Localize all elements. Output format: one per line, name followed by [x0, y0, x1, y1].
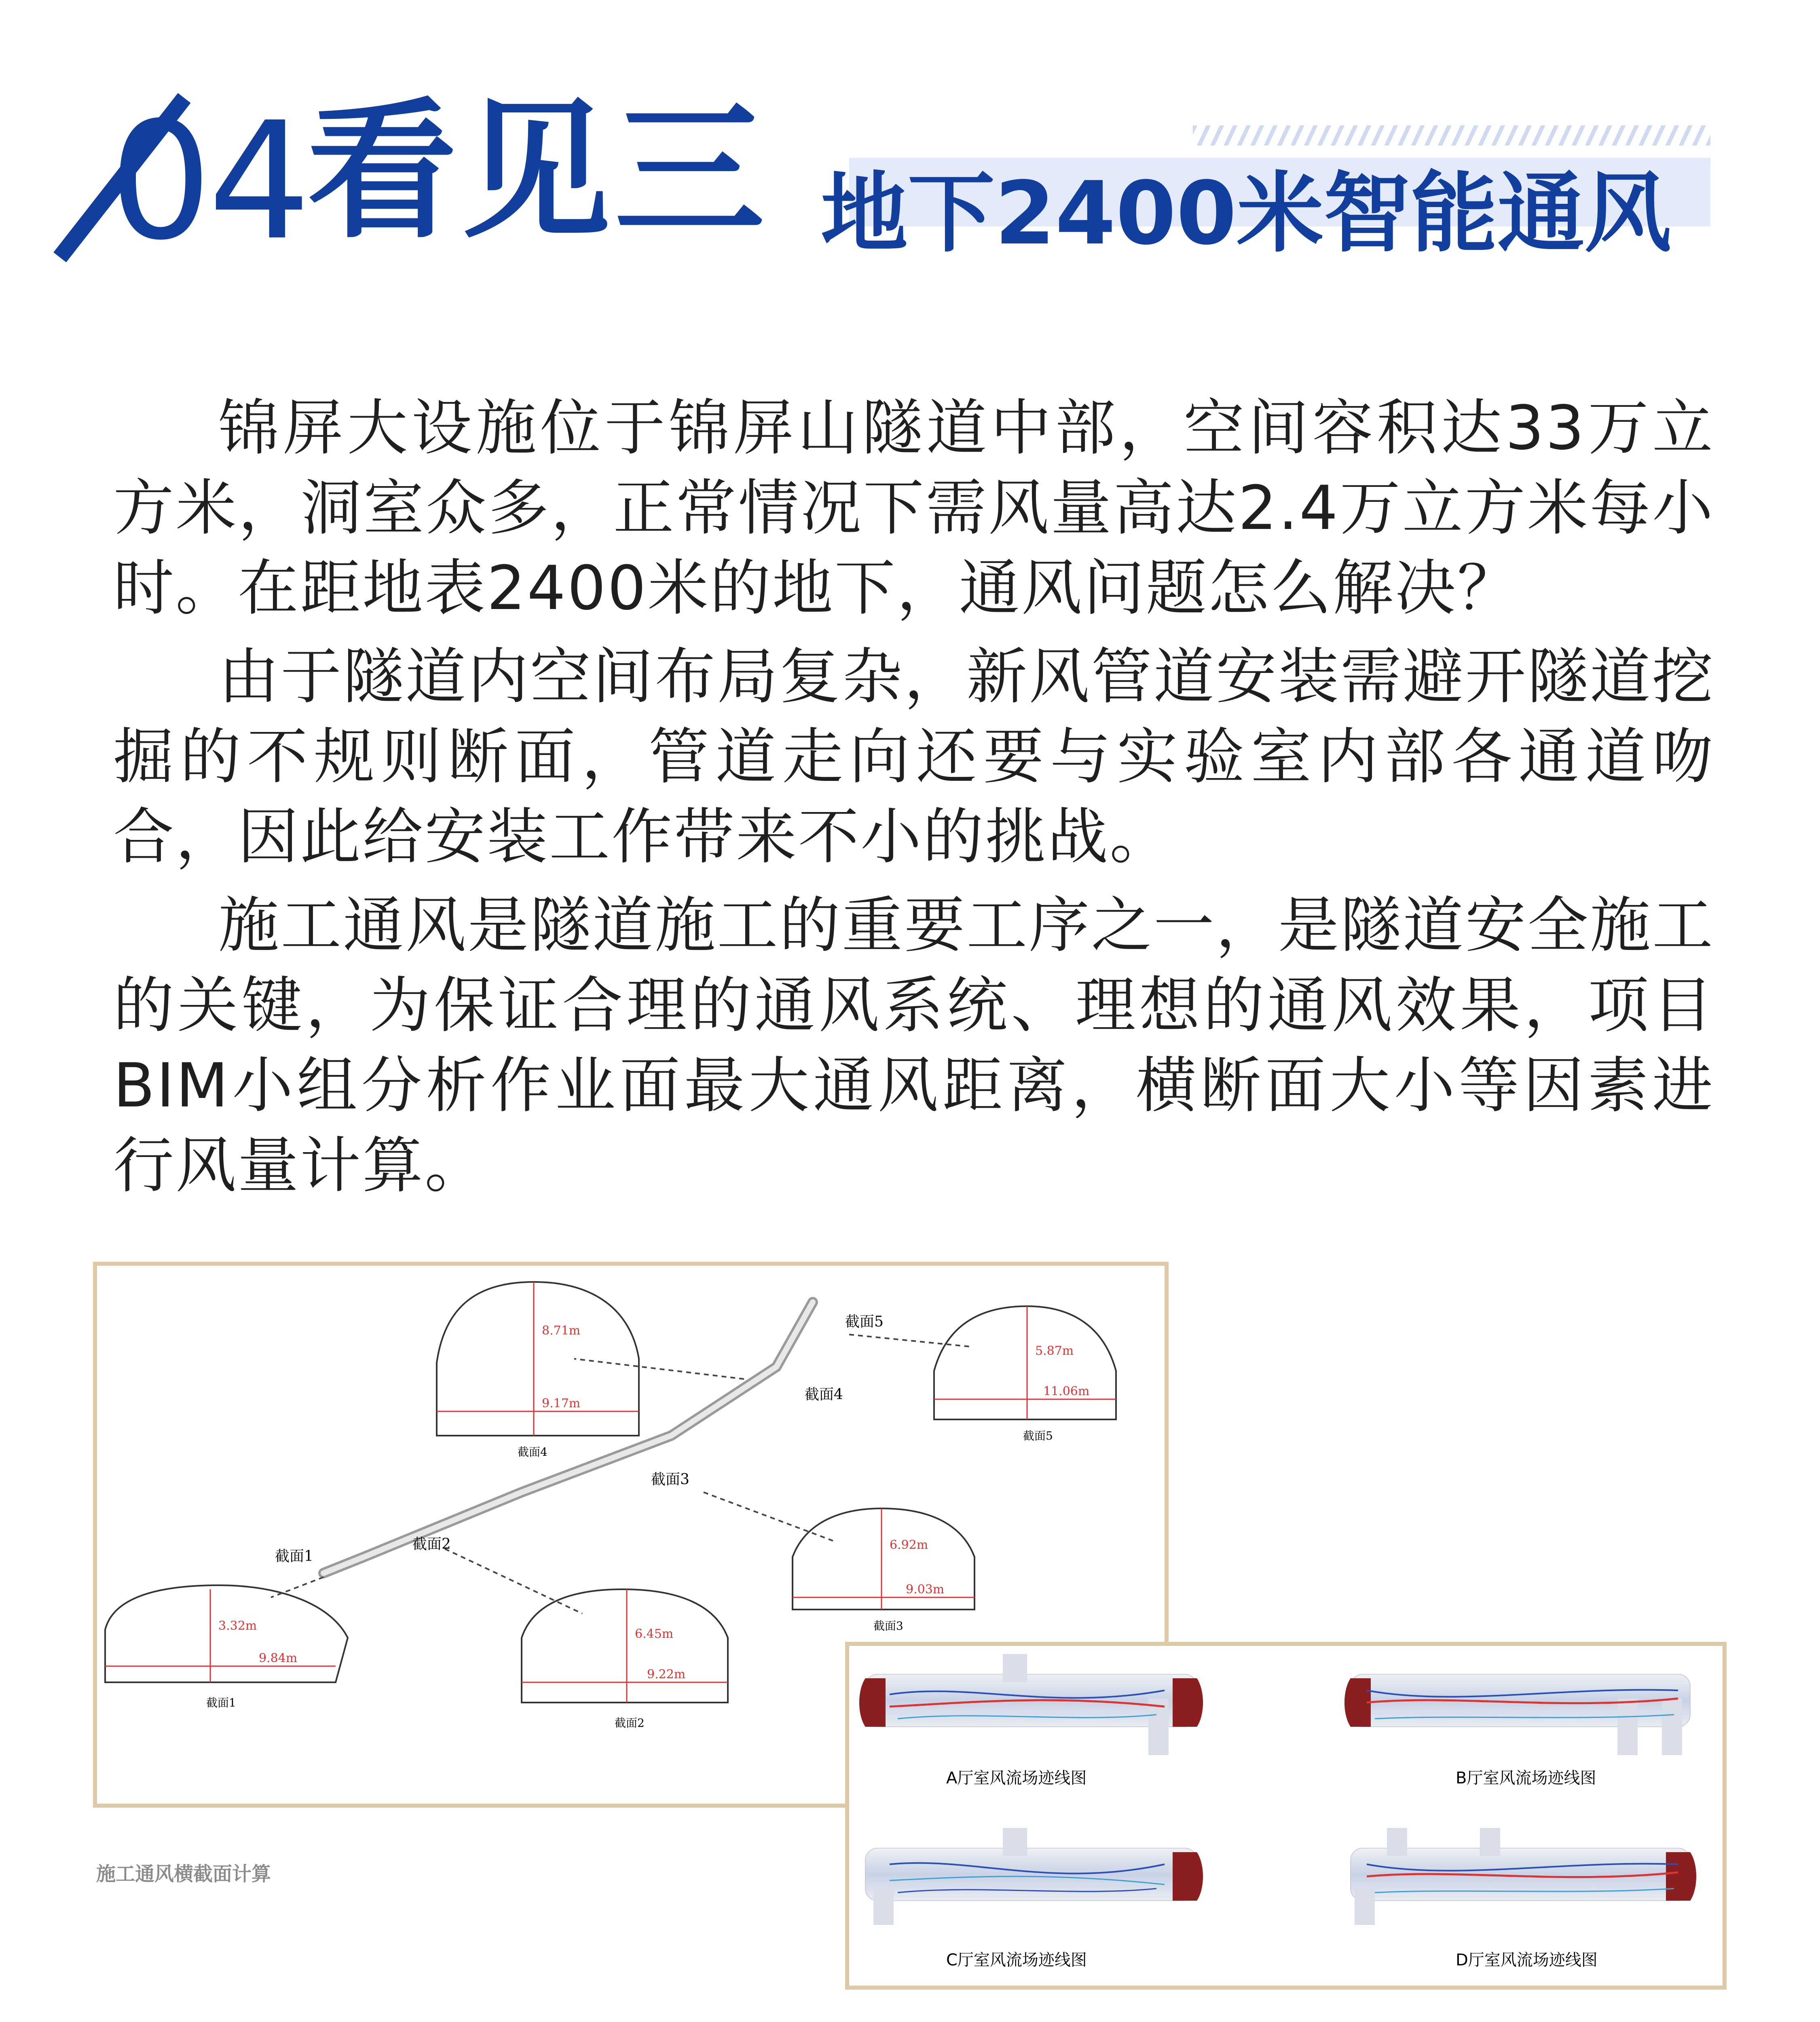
- paragraph-challenge: 由于隧道内空间布局复杂，新风管道安装需避开隧道挖掘的不规则断面，管道走向还要与实验室内部各通道吻合，因此给安装工作带来不小的挑战。: [113, 642, 1714, 872]
- section-2-outline: [522, 1589, 728, 1703]
- section-5-outline: [934, 1306, 1116, 1419]
- section-3-tag: 截面3: [651, 1471, 689, 1488]
- paragraph-calculation: 施工通风是隧道施工的重要工序之一，是隧道安全施工的关键，为保证合理的通风系统、理想的通风效果，项目BIM小组分析作业面最大通风距离，横断面大小等因素进行风量计算。: [113, 890, 1714, 1201]
- hall-d-caption: D厅室风流场迹线图: [1456, 1951, 1598, 1969]
- section-4-tag: 截面4: [805, 1386, 843, 1403]
- section-3-outline: [793, 1508, 974, 1610]
- pointer-4: [574, 1359, 744, 1379]
- section-3-height: 6.92m: [890, 1538, 928, 1552]
- section-2-tag: 截面2: [412, 1536, 451, 1552]
- section-1-width: 9.84m: [259, 1651, 298, 1665]
- section-1-outline: [105, 1585, 348, 1682]
- section-5-label: 截面5: [1023, 1429, 1053, 1442]
- hall-d-model: [1351, 1828, 1696, 1925]
- airflow-streamline-figure: [845, 1642, 1727, 1990]
- hall-a-caption: A厅室风流场迹线图: [946, 1769, 1087, 1787]
- pointer-3: [704, 1492, 833, 1541]
- section-4-outline: [437, 1282, 639, 1436]
- section-4-label: 截面4: [518, 1445, 547, 1459]
- section-subtitle: 地下2400米智能通风: [821, 163, 1672, 264]
- cross-section-caption: 施工通风横截面计算: [96, 1863, 271, 1885]
- section-3-width: 9.03m: [906, 1582, 945, 1597]
- section-title: 看见三: [307, 85, 768, 259]
- section-1-tag: 截面1: [275, 1548, 313, 1565]
- pointer-5: [849, 1335, 970, 1347]
- header-hatch-decoration: [1193, 125, 1710, 146]
- section-5-width: 11.06m: [1043, 1384, 1090, 1398]
- hall-a-model: [859, 1654, 1203, 1755]
- section-3-label: 截面3: [873, 1619, 903, 1633]
- pointer-2: [445, 1549, 582, 1614]
- hall-b-caption: B厅室风流场迹线图: [1456, 1769, 1596, 1787]
- section-5-height: 5.87m: [1035, 1344, 1074, 1358]
- hall-c-model: [865, 1828, 1203, 1925]
- section-1-label: 截面1: [206, 1696, 236, 1709]
- hall-c-caption: C厅室风流场迹线图: [946, 1951, 1087, 1969]
- section-5-tag: 截面5: [845, 1313, 884, 1330]
- section-2-label: 截面2: [615, 1716, 645, 1730]
- section-number: 04: [109, 88, 307, 276]
- section-1-height: 3.32m: [218, 1619, 257, 1633]
- section-4-height: 8.71m: [542, 1324, 581, 1338]
- section-2-height: 6.45m: [635, 1627, 674, 1641]
- tunnel-path-inner: [323, 1302, 813, 1573]
- hall-b-model: [1344, 1674, 1690, 1755]
- airflow-streamline-diagrams: [849, 1646, 1723, 1986]
- pointer-1: [271, 1577, 323, 1597]
- tunnel-path: [323, 1302, 813, 1573]
- paragraph-intro: 锦屏大设施位于锦屏山隧道中部，空间容积达33万立方米，洞室众多，正常情况下需风量高达2.4万立方米每小时。在距地表2400米的地下，通风问题怎么解决？: [113, 393, 1714, 624]
- section-2-width: 9.22m: [647, 1667, 686, 1681]
- section-4-width: 9.17m: [542, 1396, 581, 1411]
